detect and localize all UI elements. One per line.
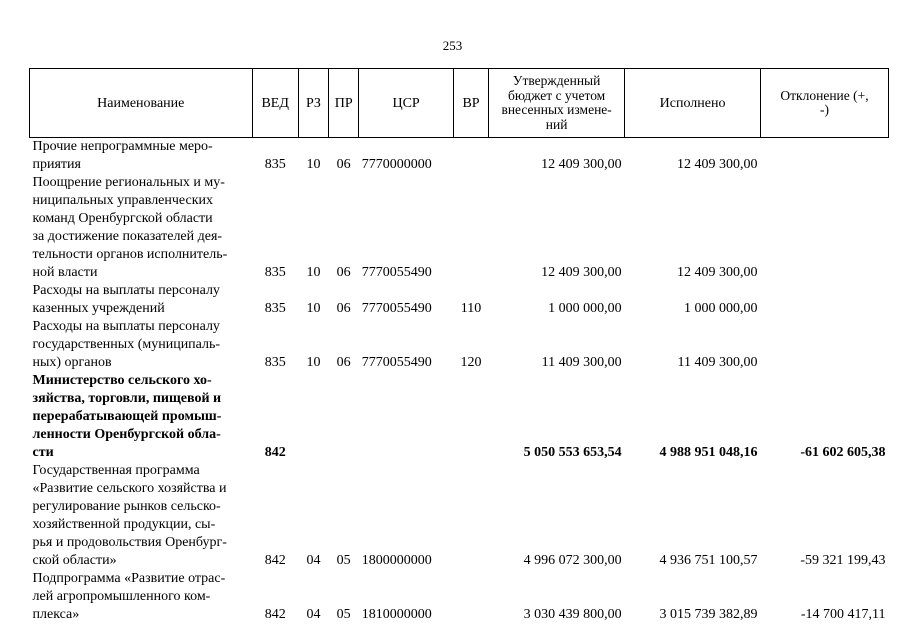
cell-deviation bbox=[761, 318, 889, 372]
cell-approved: 1 000 000,00 bbox=[548, 301, 622, 316]
header-name: Наименование bbox=[30, 69, 253, 138]
header-csr: ЦСР bbox=[359, 69, 454, 138]
cell-rz bbox=[298, 372, 328, 462]
header-approved: Утвержденный бюджет с учетом внесенных измене-ний bbox=[489, 69, 625, 138]
cell-deviation: -14 700 417,11 bbox=[800, 607, 886, 622]
cell-csr: 7770055490 bbox=[361, 355, 432, 370]
cell-executed: 12 409 300,00 bbox=[677, 157, 758, 172]
cell-csr: 7770000000 bbox=[361, 157, 432, 172]
table-row bbox=[30, 138, 889, 175]
cell-pr: 05 bbox=[336, 553, 351, 568]
cell-csr: 7770055490 bbox=[361, 265, 432, 280]
cell-rz: 10 bbox=[306, 157, 321, 172]
header-deviation: Отклонение (+, -) bbox=[761, 69, 889, 138]
cell-executed: 12 409 300,00 bbox=[677, 265, 758, 280]
cell-vr bbox=[453, 570, 488, 624]
header-executed: Исполнено bbox=[625, 69, 761, 138]
cell-executed: 1 000 000,00 bbox=[684, 301, 758, 316]
cell-name: Прочие непрограммные меро- приятия bbox=[32, 139, 213, 172]
cell-rz: 10 bbox=[306, 301, 321, 316]
cell-ved: 835 bbox=[264, 157, 286, 172]
table-row bbox=[30, 570, 889, 624]
cell-name: Подпрограмма «Развитие отрас- лей агропромышленного ком- плекса» bbox=[32, 571, 226, 622]
cell-pr bbox=[329, 372, 359, 462]
cell-name: Поощрение региональных и му- ниципальных управленческих команд Оренбургской области за достижение показателей дея- тельности органов исполнитель- ной власти bbox=[32, 175, 228, 280]
table-row bbox=[30, 282, 889, 318]
header-rz: РЗ bbox=[298, 69, 328, 138]
cell-csr: 1800000000 bbox=[361, 553, 432, 568]
cell-vr bbox=[453, 174, 488, 282]
cell-rz: 04 bbox=[306, 553, 321, 568]
cell-deviation bbox=[761, 174, 889, 282]
cell-executed: 4 936 751 100,57 bbox=[659, 553, 758, 568]
cell-name: Министерство сельского хо- зяйства, торговли, пищевой и перерабатывающей промыш- ленности Оренбургской обла- сти bbox=[32, 373, 222, 460]
cell-csr: 7770055490 bbox=[361, 301, 432, 316]
cell-approved: 5 050 553 653,54 bbox=[523, 445, 622, 460]
cell-approved: 4 996 072 300,00 bbox=[523, 553, 622, 568]
cell-csr bbox=[359, 372, 454, 462]
cell-rz: 04 bbox=[306, 607, 321, 622]
cell-executed: 3 015 739 382,89 bbox=[659, 607, 758, 622]
cell-vr bbox=[453, 138, 488, 175]
cell-pr: 06 bbox=[336, 301, 351, 316]
cell-approved: 12 409 300,00 bbox=[541, 265, 622, 280]
header-ved: ВЕД bbox=[252, 69, 298, 138]
cell-name: Расходы на выплаты персоналу казенных учреждений bbox=[32, 283, 220, 316]
cell-deviation: -59 321 199,43 bbox=[800, 553, 886, 568]
cell-deviation bbox=[761, 282, 889, 318]
cell-name: Расходы на выплаты персоналу государственных (муниципаль- ных) органов bbox=[32, 319, 221, 370]
header-pr: ПР bbox=[329, 69, 359, 138]
table-row bbox=[30, 318, 889, 372]
table-row bbox=[30, 174, 889, 282]
cell-vr: 120 bbox=[460, 355, 482, 370]
cell-ved: 835 bbox=[264, 355, 286, 370]
cell-pr: 05 bbox=[336, 607, 351, 622]
cell-name: Государственная программа «Развитие сельского хозяйства и регулирование рынков сельско- хозяйственной продукции, сы- рья и продовольствия Оренбург- ской области» bbox=[32, 463, 227, 568]
cell-rz: 10 bbox=[306, 265, 321, 280]
cell-ved: 842 bbox=[264, 607, 286, 622]
cell-pr: 06 bbox=[336, 355, 351, 370]
cell-executed: 4 988 951 048,16 bbox=[659, 445, 758, 460]
table-header-row bbox=[30, 69, 889, 138]
header-vr: ВР bbox=[453, 69, 488, 138]
cell-ved: 842 bbox=[264, 553, 286, 568]
cell-ved: 842 bbox=[264, 445, 286, 460]
cell-deviation bbox=[761, 138, 889, 175]
table-body bbox=[30, 138, 889, 625]
cell-rz: 10 bbox=[306, 355, 321, 370]
cell-vr bbox=[453, 462, 488, 570]
cell-approved: 11 409 300,00 bbox=[541, 355, 622, 370]
table-row bbox=[30, 372, 889, 462]
cell-ved: 835 bbox=[264, 265, 286, 280]
cell-ved: 835 bbox=[264, 301, 286, 316]
cell-executed: 11 409 300,00 bbox=[677, 355, 758, 370]
page-number: 253 bbox=[442, 38, 463, 53]
cell-deviation: -61 602 605,38 bbox=[800, 445, 886, 460]
cell-vr bbox=[453, 372, 488, 462]
table-row bbox=[30, 462, 889, 570]
cell-pr: 06 bbox=[336, 265, 351, 280]
cell-approved: 12 409 300,00 bbox=[541, 157, 622, 172]
cell-csr: 1810000000 bbox=[361, 607, 432, 622]
budget-table bbox=[29, 68, 889, 624]
cell-pr: 06 bbox=[336, 157, 351, 172]
cell-approved: 3 030 439 800,00 bbox=[523, 607, 622, 622]
cell-vr: 110 bbox=[460, 301, 482, 316]
